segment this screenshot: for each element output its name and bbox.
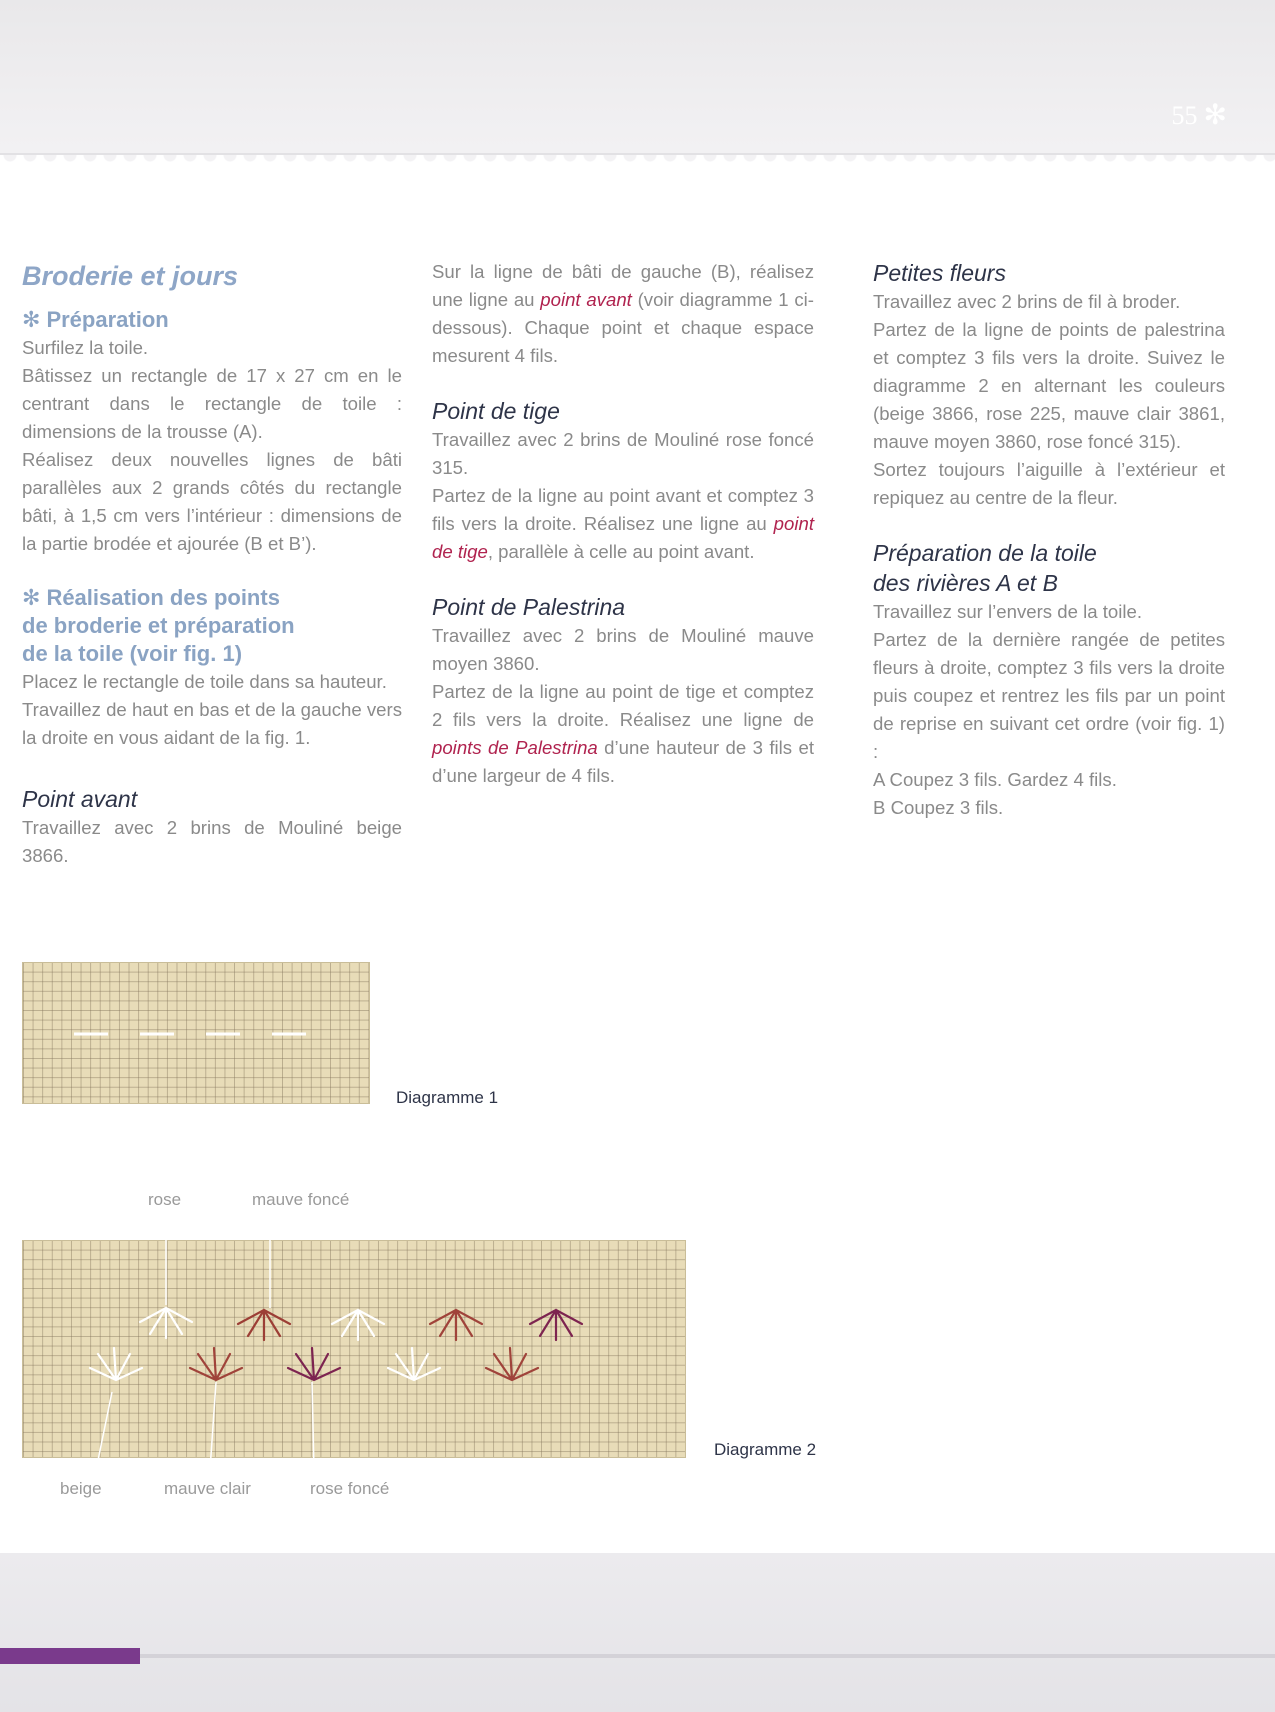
paragraph: A Coupez 3 fils. Gardez 4 fils. [873, 769, 1117, 790]
diagram-2-label: Diagramme 2 [714, 1440, 817, 1459]
section-heading-realisation-line3: de la toile (voir fig. 1) [22, 641, 243, 666]
callout-mauve-fonce: mauve foncé [252, 1190, 350, 1209]
flower-rose-2 [332, 1310, 384, 1340]
paragraph: Réalisez deux nouvelles lignes de bâti parallèles aux 2 grands côtés du rectangle bâti, à 1,5 cm vers l’intérieur : dimensions de la partie brodée et ajourée (B et B’). [22, 449, 402, 554]
section-heading-preparation: ✻ Préparation [22, 307, 169, 332]
paragraph: Partez de la ligne au point avant et comptez 3 fils vers la droite. Réalisez une ligne au point de tige, parallèle à celle au point avant. [432, 485, 814, 562]
callout-rose: rose [148, 1190, 182, 1209]
callout-line [96, 1392, 112, 1470]
paragraph: Sur la ligne de bâti de gauche (B), réalisez une ligne au point avant (voir diagramme 1 ci-dessous). Chaque point et chaque espace mesurent 4 fils. [432, 261, 814, 366]
callout-line [210, 1382, 216, 1470]
paragraph: Travaillez avec 2 brins de Mouliné beige 3866. [22, 817, 402, 866]
page-title: Broderie et jours [22, 261, 239, 291]
paragraph: B Coupez 3 fils. [873, 797, 1004, 818]
highlight-term: points de Palestrina [432, 737, 598, 758]
flower-rose-fonce-1 [288, 1348, 340, 1380]
paragraph: Travaillez avec 2 brins de Mouliné rose foncé 315. [432, 429, 814, 478]
highlight-term: point de tige [432, 513, 814, 562]
subheading-point-de-tige: Point de tige [432, 398, 560, 424]
callout-rose-fonce: rose foncé [310, 1479, 390, 1498]
flower-mauve-fonce-2 [430, 1310, 482, 1340]
footer-band [0, 1553, 1275, 1712]
subheading-preparation-toile-line2: des rivières A et B [873, 570, 1058, 596]
section-heading-realisation-line2: de broderie et préparation [22, 613, 295, 638]
paragraph: Travaillez avec 2 brins de Mouliné mauve moyen 3860. [432, 625, 814, 674]
asterisk-icon: ✻ [1203, 100, 1227, 131]
flower-mauve-clair-2 [486, 1348, 538, 1380]
paragraph: Partez de la dernière rangée de petites fleurs à droite, comptez 3 fils vers la droite puis coupez et rentrez les fils par un point de reprise en suivant cet ordre (voir fig. 1) : [873, 629, 1225, 762]
flower-mauve-clair-1 [190, 1348, 242, 1380]
paragraph: Travaillez avec 2 brins de fil à broder. [873, 291, 1181, 312]
flower-beige-1 [90, 1348, 142, 1380]
callout-beige: beige [60, 1479, 102, 1498]
flower-mauve-fonce-1 [238, 1310, 290, 1340]
paragraph: Placez le rectangle de toile dans sa hauteur. [22, 671, 387, 692]
flower-rose-1 [140, 1308, 192, 1338]
asterisk-icon: ✻ [22, 585, 41, 610]
subheading-petites-fleurs: Petites fleurs [873, 260, 1006, 286]
paragraph: Sortez toujours l’aiguille à l’extérieur et repiquez au centre de la fleur. [873, 459, 1225, 508]
paragraph: Travaillez de haut en bas et de la gauche vers la droite en vous aidant de la fig. 1. [22, 699, 402, 748]
paragraph: Partez de la ligne au point de tige et comptez 2 fils vers la droite. Réalisez une ligne de points de Palestrina d’une hauteur de 3 fils et d’une largeur de 4 fils. [432, 681, 814, 786]
paragraph: Surfilez la toile. [22, 337, 149, 358]
footer-line [140, 1654, 1275, 1658]
callout-line [312, 1382, 314, 1470]
subheading-preparation-toile: Préparation de la toile [873, 540, 1097, 566]
callout-mauve-clair: mauve clair [164, 1479, 251, 1498]
asterisk-icon: ✻ [22, 307, 41, 332]
paragraph: Travaillez sur l’envers de la toile. [873, 601, 1143, 622]
page-number: 55 ✻ [1171, 100, 1227, 131]
flower-rose-fonce-top [530, 1310, 582, 1340]
highlight-term: point avant [540, 289, 632, 310]
flower-beige-2 [388, 1348, 440, 1380]
section-heading-realisation: ✻ Réalisation des points [22, 585, 280, 610]
subheading-point-de-palestrina: Point de Palestrina [432, 594, 626, 620]
paragraph: Bâtissez un rectangle de 17 x 27 cm en le centrant dans le rectangle de toile : dimensions de la trousse (A). [22, 365, 402, 442]
diagram-1-label: Diagramme 1 [396, 1088, 499, 1107]
subheading-point-avant: Point avant [22, 786, 138, 812]
paragraph: Partez de la ligne de points de palestrina et comptez 3 fils vers la droite. Suivez le diagramme 2 en alternant les couleurs (beige 3866, rose 225, mauve clair 3861, mauve moyen 3860, rose foncé 315). [873, 319, 1225, 452]
footer-tab [0, 1648, 140, 1664]
